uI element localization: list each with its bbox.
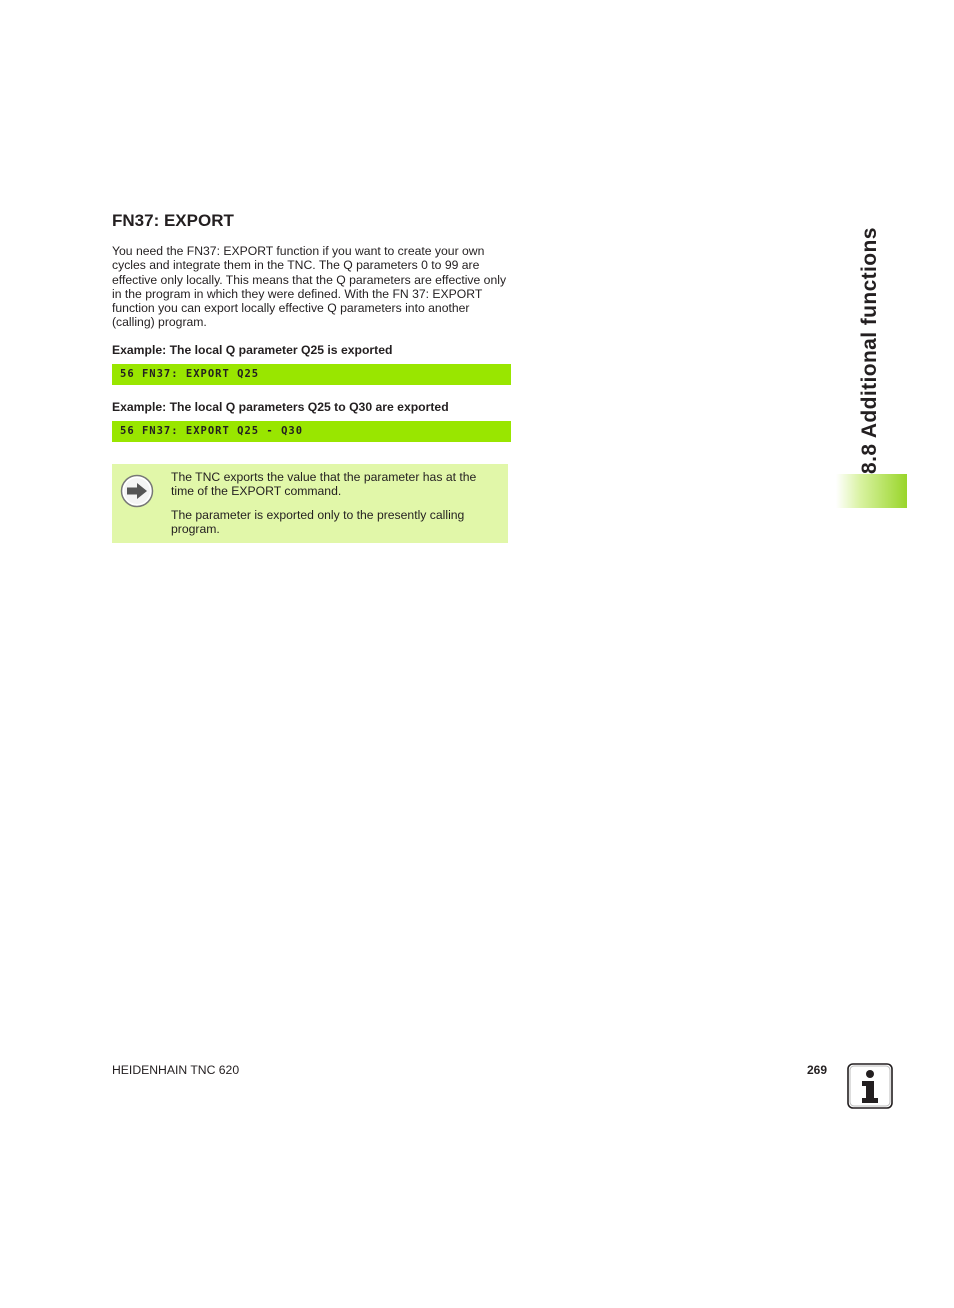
section-heading: FN37: EXPORT [112, 211, 234, 230]
note-text [171, 470, 501, 545]
chapter-title-text: 8.8 Additional functions [858, 227, 881, 474]
info-icon [847, 1063, 893, 1109]
note-box [112, 464, 508, 543]
footer-manual-title: HEIDENHAIN TNC 620 [112, 1063, 240, 1077]
example-label: Example: The local Q parameter Q25 is exported [112, 343, 393, 357]
intro-paragraph: You need the FN37: EXPORT function if you want to create your own cycles and integrate them in the TNC. The Q parameters 0 to 99 are effective only locally. This means that the Q parameters are effective only in the program in which they were defined. With the FN 37: EXPORT function you can export locally effective Q parameters into another (calling) program. [112, 244, 507, 330]
note-paragraph: The parameter is exported only to the presently calling program. [171, 507, 465, 536]
page-number: 269 [807, 1063, 828, 1077]
arrow-right-icon [120, 474, 154, 508]
code-line: 56 FN37: EXPORT Q25 - Q30 [112, 421, 511, 442]
code-line: 56 FN37: EXPORT Q25 [112, 364, 511, 385]
chapter-title [858, 227, 882, 734]
example-label: Example: The local Q parameters Q25 to Q30 are exported [112, 400, 449, 414]
note-paragraph: The TNC exports the value that the parameter has at the time of the EXPORT command. [171, 470, 477, 499]
